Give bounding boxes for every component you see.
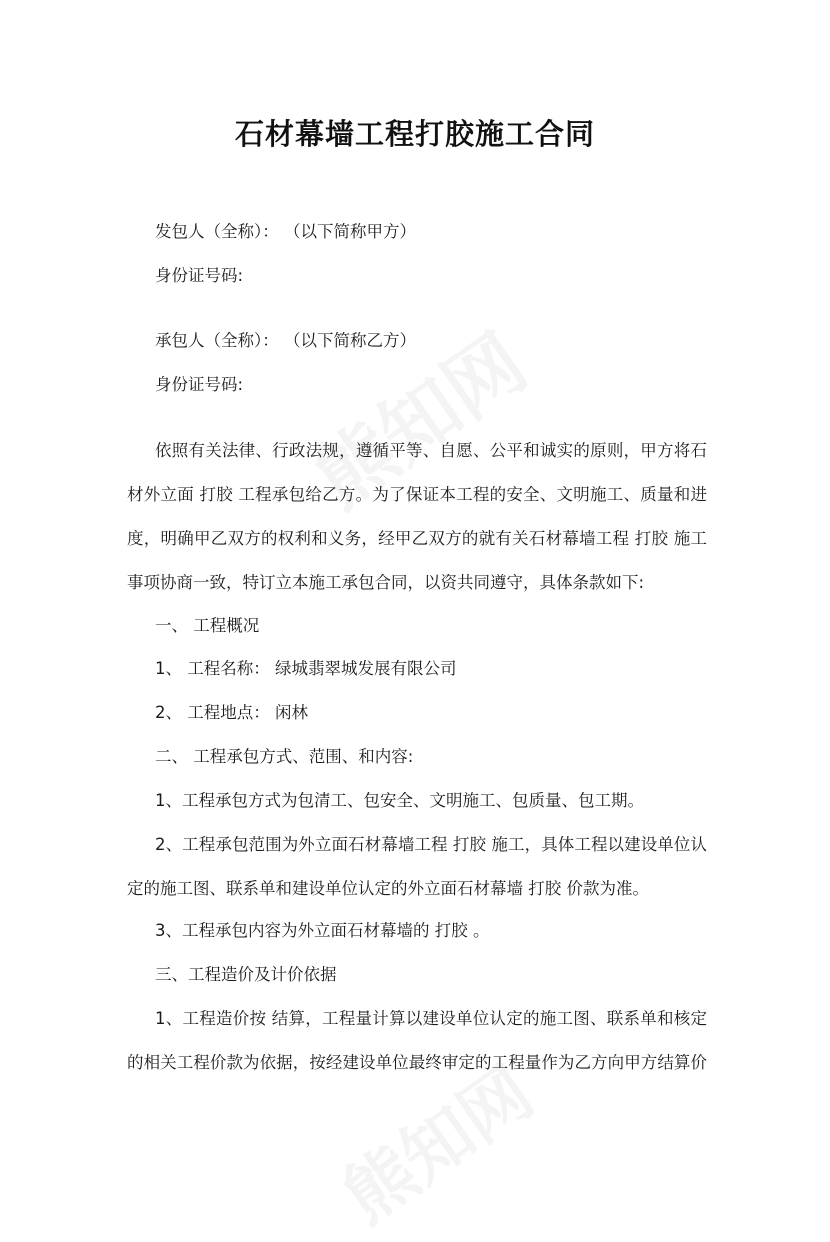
document-title: 石材幕墙工程打胶施工合同 [234,117,595,151]
clause-2-1: 1、工程承包方式为包清工、包安全、文明施工、包质量、包工期。 [155,791,644,810]
section-heading-2: 二、 工程承包方式、范围、和内容: [155,747,414,766]
clause-2-2-line-2: 定的施工图、联系单和建设单位认定的外立面石材幕墙 打胶 价款为准。 [127,879,649,898]
clause-2-2-line-1: 2、工程承包范围为外立面石材幕墙工程 打胶 施工，具体工程以建设单位认 [155,835,707,854]
employer-id-line: 身份证号码: [155,266,244,285]
preamble-line-3: 度，明确甲乙双方的权利和义务，经甲乙双方的就有关石材幕墙工程 打胶 施工 [127,529,707,548]
contractor-name-line: 承包人（全称）： （以下简称乙方） [155,331,416,350]
clause-2-3: 3、工程承包内容为外立面石材幕墙的 打胶 。 [155,921,490,940]
clause-3-1-line-2: 的相关工程价款为依据，按经建设单位最终审定的工程量作为乙方向甲方结算价 [127,1053,707,1072]
clause-3-1-line-1: 1、工程造价按 结算，工程量计算以建设单位认定的施工图、联系单和核定 [155,1009,707,1028]
contractor-id-line: 身份证号码: [155,375,244,394]
preamble-line-4: 事项协商一致，特订立本施工承包合同，以资共同遵守，具体条款如下: [127,573,645,592]
employer-name-line: 发包人（全称）： （以下简称甲方） [155,222,416,241]
project-name-line: 1、 工程名称： 绿城翡翠城发展有限公司 [155,659,457,678]
section-heading-1: 一、 工程概况 [155,616,260,635]
project-location-line: 2、 工程地点： 闲林 [155,703,308,722]
section-heading-3: 三、工程造价及计价依据 [155,965,337,984]
preamble-line-2: 材外立面 打胶 工程承包给乙方。为了保证本工程的安全、文明施工、质量和进 [127,485,707,504]
preamble-line-1: 依照有关法律、行政法规，遵循平等、自愿、公平和诚实的原则，甲方将石 [155,441,707,460]
